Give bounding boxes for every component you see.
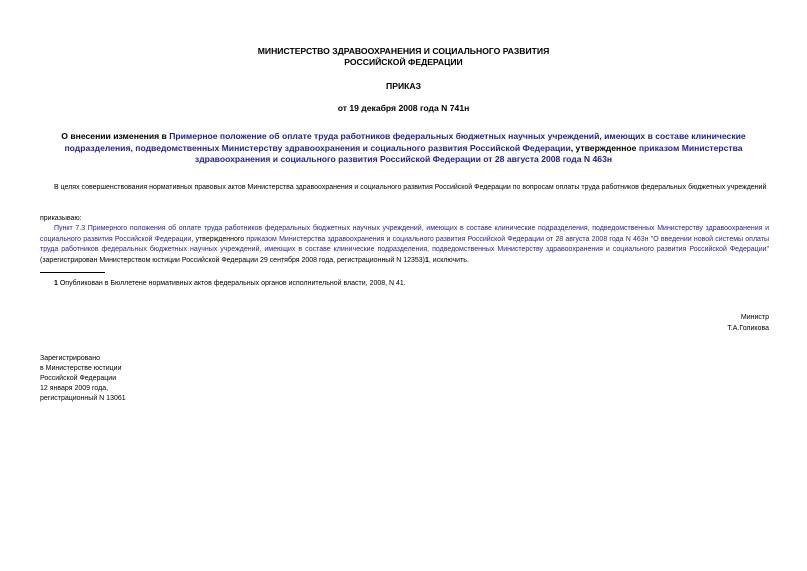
footnote-text: Опубликован в Бюллетене нормативных актов федеральных органов исполнительной власти, 2008, N 41. [57, 280, 406, 287]
document-title [40, 131, 767, 166]
footnote [54, 279, 406, 288]
registration-line: в Министерстве юстиции [40, 365, 122, 372]
preamble-paragraph: В целях совершенствования нормативных правовых актов Министерства здравоохранения и социального развития Российской Федерации по вопросам оплаты труда работников федеральных бюджетных учреждений [54, 184, 767, 191]
order-word: приказываю: [40, 215, 82, 222]
document-date: от 19 декабря 2008 года N 741н [337, 103, 470, 113]
point-end: , исключить. [428, 256, 469, 264]
point-link-order[interactable]: приказом Министерства здравоохранения и социального развития Российской Федерации от 28 августа 2008 года N 463н "О введении новой системы оплаты труда работников федеральных бюджетных научных учреждений, имеющих в составе клинические подразделения, подведомственных Министерству здравоохранения и социального развития Российской Федерации" [40, 235, 770, 253]
point-registration: (зарегистрирован Министерством юстиции Российской Федерации 29 сентября 2008 года, регистрационный N 12353) [40, 256, 425, 264]
footnote-mark: 1 [54, 280, 58, 287]
title-link-order[interactable]: приказом Министерства здравоохранения и социального развития Российской Федерации от 28 августа 2008 года N 463н [194, 142, 743, 164]
signature-name: Т.А.Голикова [727, 325, 769, 332]
registration-line: регистрационный N 13061 [40, 395, 126, 402]
registration-line: Российской Федерации [40, 375, 117, 382]
ministry-name-line1: МИНИСТЕРСТВО ЗДРАВООХРАНЕНИЯ И СОЦИАЛЬНОГО РАЗВИТИЯ [257, 46, 550, 56]
registration-line: 12 января 2009 года, [40, 385, 109, 392]
footnote-divider [40, 272, 105, 273]
registration-line: Зарегистрировано [40, 355, 100, 362]
point-link-regulation[interactable]: Пункт 7.3 Примерного положения об оплате труда работников федеральных бюджетных научных учреждений, имеющих в составе клинические подразделения, подведомственных Министерству здравоохранения и социального развития Российской Федерации [40, 225, 769, 243]
registration-block [40, 354, 126, 404]
title-link-regulation[interactable]: Примерное положение об оплате труда работников федеральных бюджетных научных учреждений, имеющих в составе клинические подразделения, подведомственных Министерству здравоохранения и социального развития Российской Федерации [64, 131, 746, 153]
signature-position: Министр [740, 314, 769, 321]
title-prefix: О внесении изменения в [61, 131, 170, 141]
point-middle: , утвержденного [191, 235, 247, 243]
title-middle: , утвержденное [570, 142, 639, 153]
ministry-name-line2: РОССИЙСКОЙ ФЕДЕРАЦИИ [344, 57, 463, 67]
document-type: ПРИКАЗ [386, 81, 421, 91]
footnote-reference[interactable]: 1 [425, 256, 429, 264]
point-paragraph [40, 224, 769, 266]
